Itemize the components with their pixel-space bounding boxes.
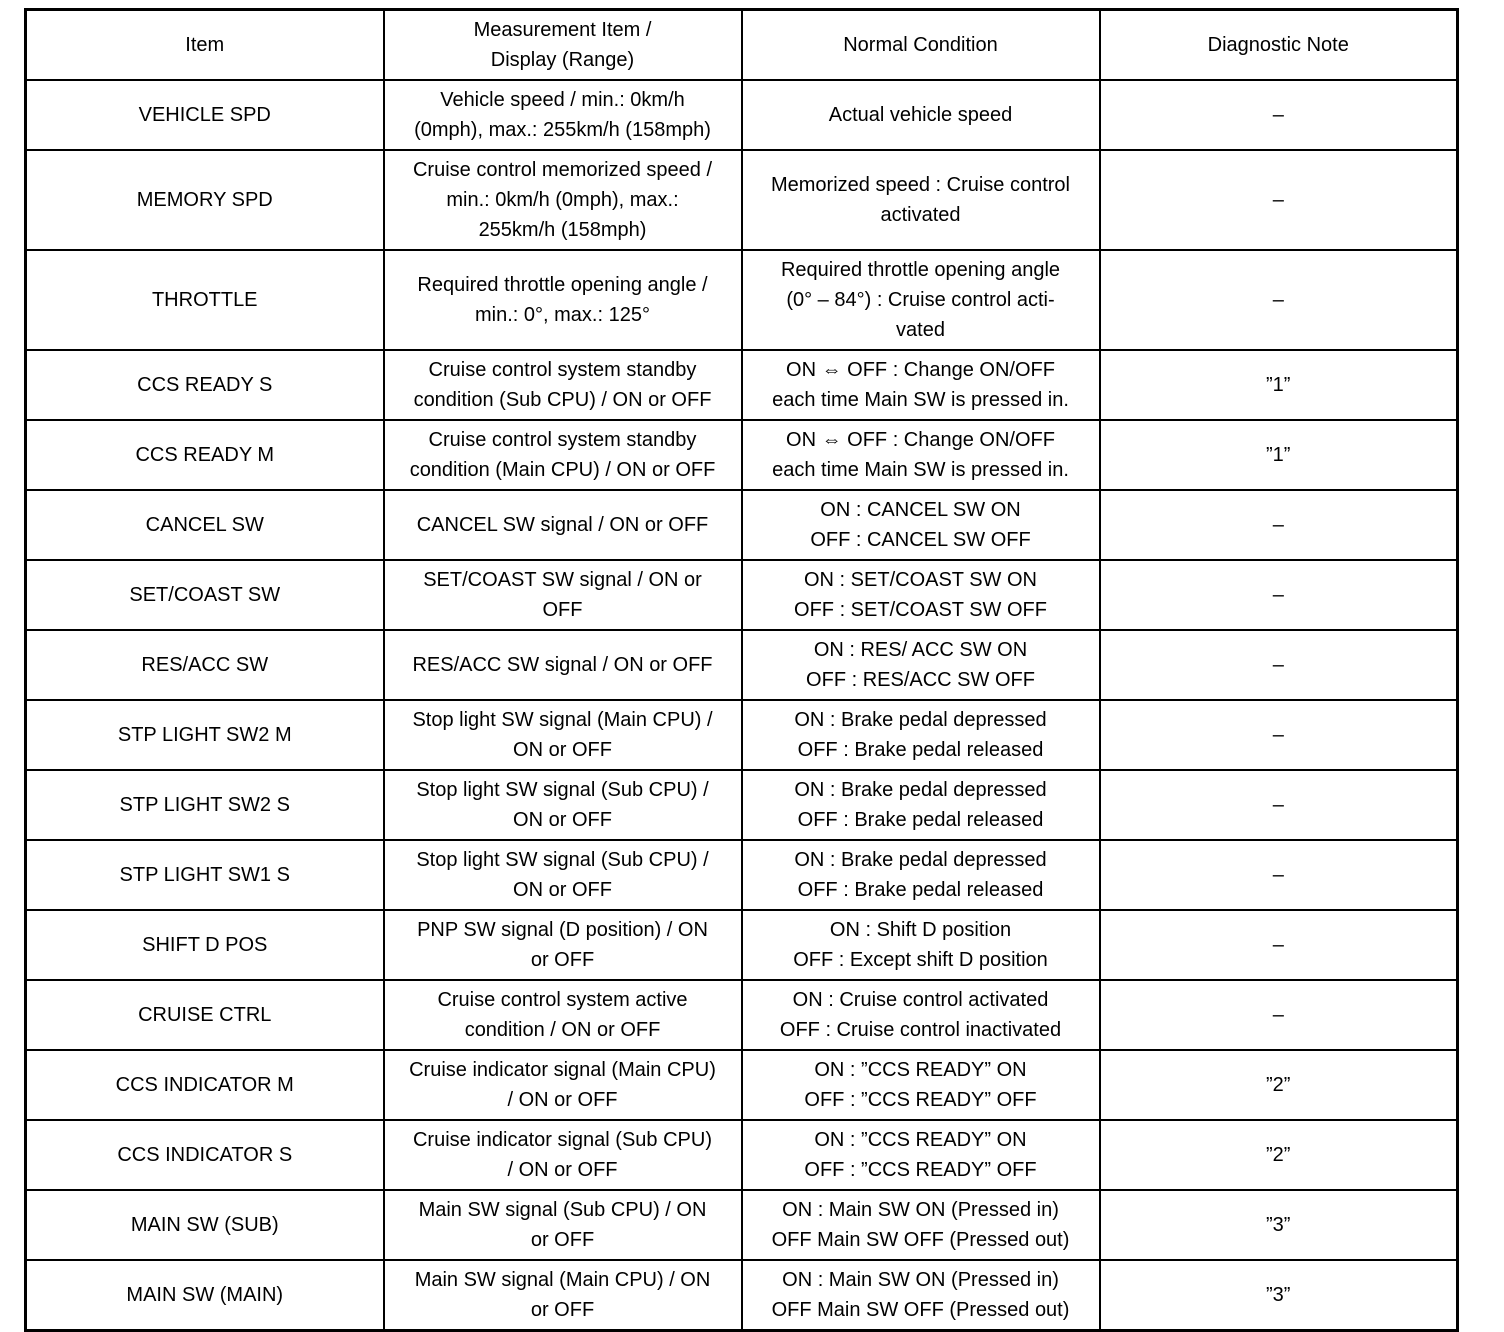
header-item: Item <box>26 10 384 81</box>
cell-condition: Required throttle opening angle (0° – 84°) : Cruise control acti- vated <box>742 250 1100 350</box>
table-row <box>26 1120 1458 1190</box>
cell-condition: ON : SET/COAST SW ON OFF : SET/COAST SW OFF <box>742 560 1100 630</box>
cell-measurement: Main SW signal (Main CPU) / ON or OFF <box>384 1260 742 1331</box>
cell-condition: ON : Shift D position OFF : Except shift D position <box>742 910 1100 980</box>
cell-condition: ON : CANCEL SW ON OFF : CANCEL SW OFF <box>742 490 1100 560</box>
cell-measurement: Cruise indicator signal (Sub CPU) / ON or OFF <box>384 1120 742 1190</box>
cell-note: ”1” <box>1100 420 1458 490</box>
cell-measurement: CANCEL SW signal / ON or OFF <box>384 490 742 560</box>
cell-note: – <box>1100 910 1458 980</box>
table-row <box>26 490 1458 560</box>
cell-item: RES/ACC SW <box>26 630 384 700</box>
cell-item: CCS READY M <box>26 420 384 490</box>
cell-measurement: SET/COAST SW signal / ON or OFF <box>384 560 742 630</box>
cell-item: CCS INDICATOR S <box>26 1120 384 1190</box>
cell-measurement: Required throttle opening angle / min.: 0°, max.: 125° <box>384 250 742 350</box>
table-row <box>26 840 1458 910</box>
table-row <box>26 770 1458 840</box>
cell-measurement: Cruise control memorized speed / min.: 0km/h (0mph), max.: 255km/h (158mph) <box>384 150 742 250</box>
cell-measurement: Cruise control system standby condition (Main CPU) / ON or OFF <box>384 420 742 490</box>
table-row <box>26 1260 1458 1331</box>
cell-note: – <box>1100 700 1458 770</box>
cell-note: ”3” <box>1100 1260 1458 1331</box>
header-measurement-item: Measurement Item / Display (Range) <box>384 10 742 81</box>
cell-condition: ON : RES/ ACC SW ON OFF : RES/ACC SW OFF <box>742 630 1100 700</box>
cell-note: – <box>1100 770 1458 840</box>
table-row <box>26 700 1458 770</box>
cell-condition: ON : Main SW ON (Pressed in) OFF Main SW OFF (Pressed out) <box>742 1260 1100 1331</box>
cell-item: MEMORY SPD <box>26 150 384 250</box>
cell-note: – <box>1100 980 1458 1050</box>
cell-measurement: RES/ACC SW signal / ON or OFF <box>384 630 742 700</box>
cell-item: STP LIGHT SW2 M <box>26 700 384 770</box>
table-row <box>26 420 1458 490</box>
cell-item: CCS INDICATOR M <box>26 1050 384 1120</box>
cell-measurement: Cruise control system standby condition (Sub CPU) / ON or OFF <box>384 350 742 420</box>
cell-note: – <box>1100 630 1458 700</box>
cell-note: ”2” <box>1100 1120 1458 1190</box>
cell-note: – <box>1100 250 1458 350</box>
cell-note: ”2” <box>1100 1050 1458 1120</box>
cell-measurement: Cruise control system active condition / ON or OFF <box>384 980 742 1050</box>
cell-condition: ON : ”CCS READY” ON OFF : ”CCS READY” OFF <box>742 1050 1100 1120</box>
cell-note: – <box>1100 840 1458 910</box>
cell-item: THROTTLE <box>26 250 384 350</box>
cell-measurement: Stop light SW signal (Sub CPU) / ON or OFF <box>384 840 742 910</box>
table-header-row <box>26 10 1458 81</box>
cell-item: STP LIGHT SW1 S <box>26 840 384 910</box>
cell-item: MAIN SW (MAIN) <box>26 1260 384 1331</box>
cell-condition: ON : Cruise control activated OFF : Cruise control inactivated <box>742 980 1100 1050</box>
cell-measurement: Stop light SW signal (Sub CPU) / ON or OFF <box>384 770 742 840</box>
cell-note: – <box>1100 150 1458 250</box>
cell-condition: ON ⇔ OFF : Change ON/OFF each time Main SW is pressed in. <box>742 420 1100 490</box>
table-row <box>26 980 1458 1050</box>
cell-item: CRUISE CTRL <box>26 980 384 1050</box>
table-row <box>26 250 1458 350</box>
header-normal-condition: Normal Condition <box>742 10 1100 81</box>
cell-condition: ON : Main SW ON (Pressed in) OFF Main SW OFF (Pressed out) <box>742 1190 1100 1260</box>
cell-item: MAIN SW (SUB) <box>26 1190 384 1260</box>
cell-item: SHIFT D POS <box>26 910 384 980</box>
diagnostic-table-container <box>24 8 1456 1332</box>
header-diagnostic-note: Diagnostic Note <box>1100 10 1458 81</box>
cell-item: VEHICLE SPD <box>26 80 384 150</box>
cell-item: STP LIGHT SW2 S <box>26 770 384 840</box>
diagnostic-data-table <box>24 8 1459 1332</box>
table-row <box>26 350 1458 420</box>
cell-measurement: PNP SW signal (D position) / ON or OFF <box>384 910 742 980</box>
cell-condition: ON : ”CCS READY” ON OFF : ”CCS READY” OFF <box>742 1120 1100 1190</box>
cell-note: – <box>1100 560 1458 630</box>
table-row <box>26 1190 1458 1260</box>
cell-measurement: Vehicle speed / min.: 0km/h (0mph), max.: 255km/h (158mph) <box>384 80 742 150</box>
table-row <box>26 910 1458 980</box>
cell-note: – <box>1100 490 1458 560</box>
cell-condition: ON ⇔ OFF : Change ON/OFF each time Main SW is pressed in. <box>742 350 1100 420</box>
cell-note: ”3” <box>1100 1190 1458 1260</box>
cell-measurement: Main SW signal (Sub CPU) / ON or OFF <box>384 1190 742 1260</box>
cell-measurement: Cruise indicator signal (Main CPU) / ON or OFF <box>384 1050 742 1120</box>
cell-condition: ON : Brake pedal depressed OFF : Brake pedal released <box>742 700 1100 770</box>
cell-condition: ON : Brake pedal depressed OFF : Brake pedal released <box>742 770 1100 840</box>
table-row <box>26 630 1458 700</box>
cell-note: ”1” <box>1100 350 1458 420</box>
table-row <box>26 150 1458 250</box>
cell-condition: Actual vehicle speed <box>742 80 1100 150</box>
cell-item: SET/COAST SW <box>26 560 384 630</box>
cell-condition: ON : Brake pedal depressed OFF : Brake pedal released <box>742 840 1100 910</box>
cell-condition: Memorized speed : Cruise control activated <box>742 150 1100 250</box>
cell-item: CANCEL SW <box>26 490 384 560</box>
table-row <box>26 1050 1458 1120</box>
table-row <box>26 80 1458 150</box>
cell-note: – <box>1100 80 1458 150</box>
table-row <box>26 560 1458 630</box>
cell-measurement: Stop light SW signal (Main CPU) / ON or OFF <box>384 700 742 770</box>
cell-item: CCS READY S <box>26 350 384 420</box>
